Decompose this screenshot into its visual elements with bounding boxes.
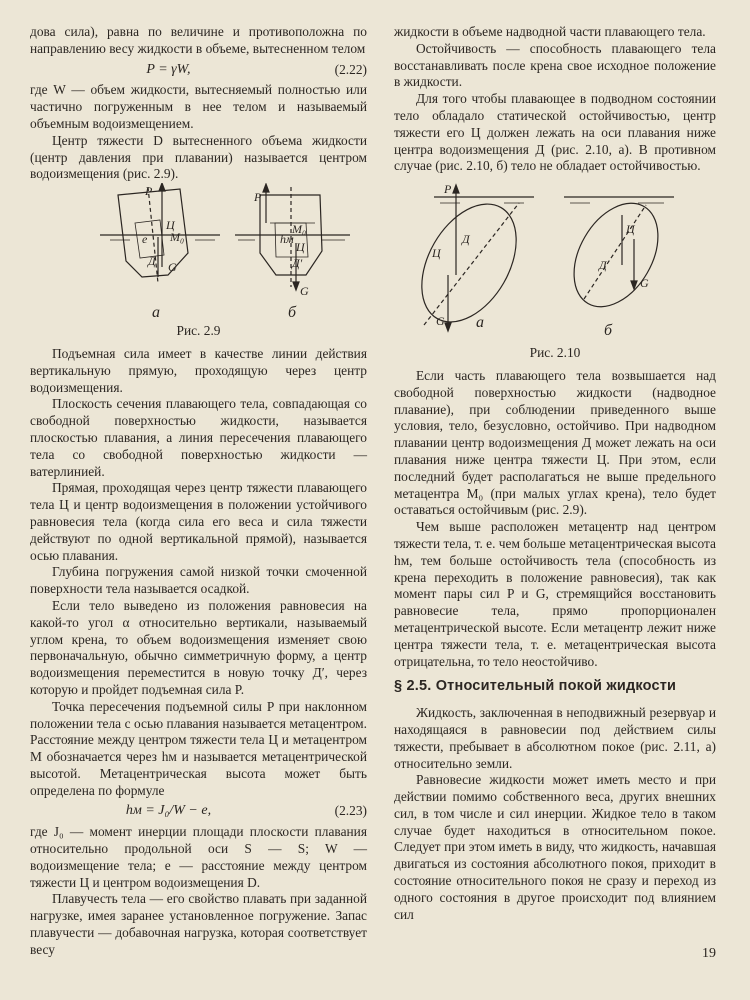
- label-D: Д: [599, 258, 607, 273]
- label-D: Д: [462, 232, 470, 247]
- paragraph: дова сила), равна по величине и противоположна по направлению весу жидкости в объеме, вытесненном телом: [30, 24, 367, 56]
- section-heading: § 2.5. Относительный покой жидкости: [394, 678, 677, 695]
- paragraph: Плавучесть тела — его свойство плавать при заданной нагрузке, имея заранее установленное погружение. Запас плавучести — добавочная нагрузка, которая соответствует весу: [30, 891, 367, 957]
- label-P: P: [145, 184, 153, 199]
- paragraph: Чем выше расположен метацентр над центром тяжести тела, т. е. чем больше метацентрическая высота hм, тем больше остойчивость тела (способность из крена переходить в положение равновесия), так как момент пары сил P и G, стремящийся восстановить равновесие тела, прямо пропорционален метацентрической высоте. Если метацентр лежит ниже центра тяжести тела, т. е. метацентрическая высота отрицательна, то тело неостойчиво.: [394, 519, 716, 669]
- label-M0: M₀: [292, 222, 307, 237]
- formula-2-22: [30, 62, 367, 79]
- figure-caption: Рис. 2.9: [176, 323, 221, 339]
- paragraph: Равновесие жидкости может иметь место и при действии помимо собственного веса, других внешних сил, в том числе и сил инерции. Жидкое тело в таком случае будет находиться в относительном покое. Следует при этом иметь в виду, что жидкость, начавшая двигаться из состояния абсолютного покоя, приходит в состояние относительного покоя не сразу и переход из одного состояния в другое происходит под влиянием сил: [394, 772, 716, 922]
- label-G: G: [436, 314, 445, 329]
- paragraph: Если часть плавающего тела возвышается над свободной поверхностью жидкости (надводное плавание), при соблюдении приведенного выше условия, тело, безусловно, остойчиво. При надводном плавании центр водоизмещения Д может лежать на оси плавания ниже центра тяжести Ц. При этом, если последний будет располагаться не выше предельного метацентра M₀ (при малых углах крена), тело будет оставаться остойчивым (рис. 2.9).: [394, 367, 716, 518]
- label-D: Д: [148, 254, 156, 269]
- label-h: hм: [280, 232, 294, 247]
- label-a: а: [476, 314, 484, 332]
- paragraph: жидкости в объеме надводной части плавающего тела.: [394, 24, 706, 39]
- paragraph: Прямая, проходящая через центр тяжести плавающего тела Ц и центр водоизмещения в положении устойчивого равновесия тела (когда сила его веса и сила тяжести действуют по одной вертикальной прямой), называется осью плавания.: [30, 480, 367, 563]
- figure-2-9: [30, 183, 367, 340]
- label-M0: M₀: [170, 230, 185, 245]
- label-a: а: [152, 304, 160, 322]
- submerged-body-a: [402, 188, 535, 339]
- label-e: e: [142, 232, 148, 247]
- formula-number: (2.23): [334, 803, 367, 819]
- figure-2-10: [394, 175, 716, 362]
- figure-caption: Рис. 2.10: [529, 345, 581, 361]
- label-b: б: [288, 304, 297, 322]
- floating-axis: [424, 203, 519, 325]
- submerged-body-b: [557, 189, 675, 322]
- formula-2-23: [30, 803, 367, 820]
- figure-2-10-drawing: [394, 175, 716, 345]
- label-D2: Д′: [292, 256, 303, 271]
- label-G: G: [168, 260, 177, 275]
- paragraph: где W — объем жидкости, вытесняемый полностью или частично погруженным в нее телом и называемый объемным водоизмещением.: [30, 82, 367, 131]
- paragraph: Глубина погружения самой низкой точки смоченной поверхности тела называется осадкой.: [30, 564, 367, 597]
- label-C: Ц: [166, 218, 175, 233]
- paragraph: Жидкость, заключенная в неподвижный резервуар и находящаяся в равновесии под действием силы тяжести, пребывает в абсолютном покое (рис. 2.11, а) относительно земли.: [394, 705, 716, 771]
- paragraph: Центр тяжести D вытесненного объема жидкости (центр давления при плавании) называется центром водоизмещения (рис. 2.9).: [30, 132, 367, 182]
- paragraph: Для того чтобы плавающее в подводном состоянии тело обладало статической остойчивостью, центр тяжести его Ц должен лежать на оси плавания ниже центра водоизмещения Д (рис. 2.10, а). В противном случае (рис. 2.10, б) тело не обладает остойчивостью.: [394, 91, 716, 174]
- label-G: G: [300, 284, 309, 299]
- paragraph: Если тело выведено из положения равновесия на какой-то угол α относительно вертикали, называемый углом крена, то объем водоизмещения изменяет свою первоначальную, обычно симметричную форму, а центр водоизмещения переместится в новую точку Д′, через которую и пройдет подъемная сила P.: [30, 597, 367, 697]
- label-C: Ц: [626, 222, 635, 237]
- paragraph: Остойчивость — способность плавающего тела восстанавливать после крена свое исходное положение в жидкости.: [394, 40, 716, 90]
- label-C: Ц: [432, 246, 441, 261]
- left-column: [30, 24, 367, 959]
- paragraph: где J₀ — момент инерции площади плоскости плавания относительно продольной оси S — S; W — водоизмещение тела; e — расстояние между центром тяжести Ц и центром водоизмещения D.: [30, 824, 367, 890]
- page-number: 19: [702, 946, 716, 961]
- paragraph: Плоскость сечения плавающего тела, совпадающая со свободной поверхностью жидкости, называется плоскостью плавания, а линия пересечения плавающего тела со свободной поверхностью жидкости — ватерлинией.: [30, 396, 367, 479]
- right-column: [394, 24, 716, 923]
- label-P: P: [444, 182, 452, 197]
- label-P: P: [254, 190, 262, 205]
- formula-text: P = γW,: [146, 61, 191, 77]
- formula-number: (2.22): [334, 61, 367, 77]
- paragraph: Точка пересечения подъемной силы P при наклонном положении тела с осью плавания называется метацентром. Расстояние между центром тяжести тела Ц и метацентром М обозначается через hм и называется метацентрической высотой. Метацентрическая высота может быть определена по формуле: [30, 698, 367, 798]
- label-C: Ц: [296, 240, 305, 255]
- formula-text: hм = J₀/W − e,: [125, 803, 212, 819]
- label-G: G: [640, 276, 649, 291]
- paragraph: Подъемная сила имеет в качестве линии действия вертикальную прямую, проходящую через центр водоизмещения.: [30, 345, 367, 395]
- label-b: б: [604, 322, 613, 340]
- figure-2-9-drawing: [30, 183, 367, 323]
